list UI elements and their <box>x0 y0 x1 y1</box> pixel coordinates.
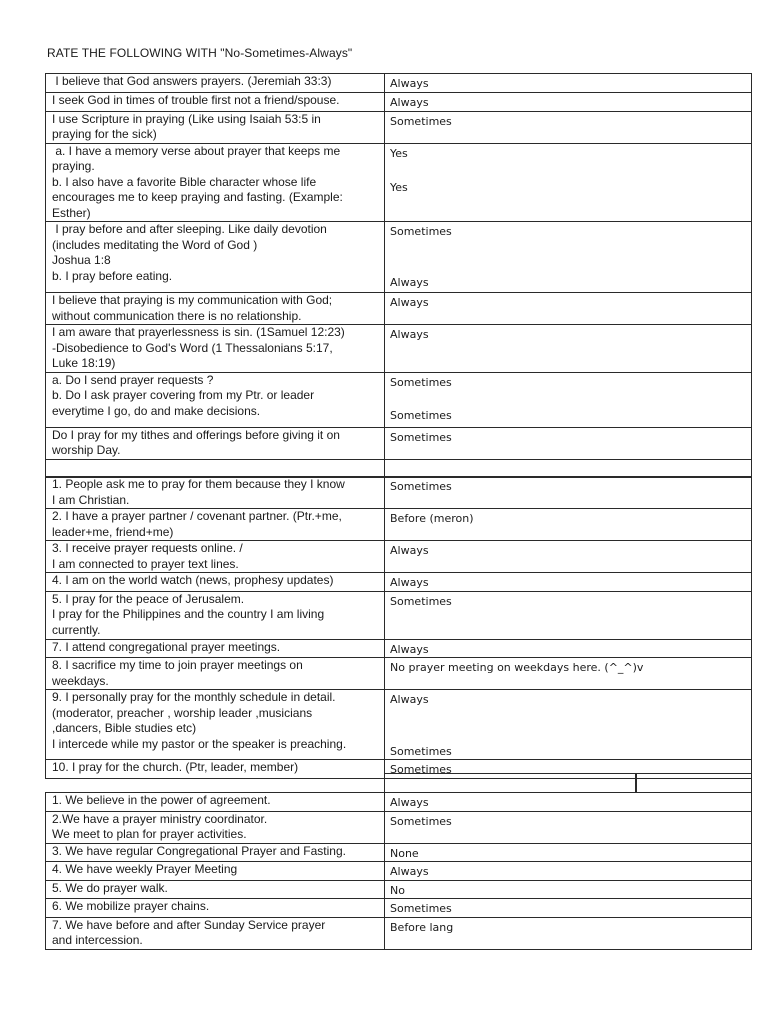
question-text: I am connected to prayer text lines. <box>52 556 239 571</box>
answer-cell <box>385 325 752 373</box>
question-cell <box>46 111 385 143</box>
question-cell <box>46 573 385 592</box>
answer-cell <box>385 793 752 812</box>
question-text: 2.We have a prayer ministry coordinator. <box>52 811 268 826</box>
question-text: -Disobedience to God's Word (1 Thessalonians 5:17, <box>52 340 333 355</box>
answer-text: No <box>390 883 405 897</box>
question-text: weekdays. <box>52 673 109 688</box>
answer-cell <box>385 459 752 477</box>
question-text: 8. I sacrifice my time to join prayer meetings on <box>52 658 303 672</box>
question-text: b. Do I ask prayer covering from my Ptr. or leader <box>52 388 315 402</box>
question-text: I believe that God answers prayers. (Jeremiah 33:3) <box>52 74 332 88</box>
table-row <box>46 74 752 93</box>
question-cell <box>46 811 385 843</box>
question-text: 10. I pray for the church. (Ptr, leader, member) <box>52 760 299 774</box>
table-row <box>46 573 752 592</box>
answer-text: Before (meron) <box>390 512 474 525</box>
question-text: I seek God in times of trouble first not a friend/spouse. <box>52 93 340 107</box>
table-row <box>46 658 752 690</box>
table-row <box>46 880 752 899</box>
table-row <box>46 509 752 541</box>
question-text: Do I pray for my tithes and offerings before giving it on <box>52 427 340 442</box>
answer-cell <box>385 93 752 112</box>
question-text: currently. <box>52 622 101 637</box>
table-row <box>46 427 752 459</box>
survey-table-church <box>45 792 752 950</box>
question-cell <box>46 293 385 325</box>
question-cell <box>46 541 385 573</box>
answer-text: Always <box>390 328 429 341</box>
question-cell <box>46 862 385 881</box>
answer-text: Always <box>390 693 429 706</box>
question-text: Luke 18:19) <box>52 356 116 370</box>
table-row <box>46 143 752 222</box>
question-cell <box>46 143 385 222</box>
spacer-cell <box>384 773 637 792</box>
question-text <box>52 460 380 476</box>
spacer-row <box>45 773 752 792</box>
answer-text: No prayer meeting on weekdays here. (^_^)v <box>390 661 644 674</box>
question-text: ,dancers, Bible studies etc) <box>52 721 197 735</box>
answer-cell <box>385 639 752 658</box>
question-text: everytime I go, do and make decisions. <box>52 403 261 418</box>
answer-text: Always <box>390 865 429 878</box>
answer-cell <box>385 74 752 93</box>
answer-cell <box>385 591 752 639</box>
question-text: Joshua 1:8 <box>52 253 111 267</box>
table-row <box>46 111 752 143</box>
table-row <box>46 639 752 658</box>
question-text: I believe that praying is my communication with God; <box>52 293 333 307</box>
answer-cell <box>385 880 752 899</box>
answer-text: Sometimes <box>390 480 452 493</box>
question-text: I am Christian. <box>52 492 130 507</box>
answer-text: Always <box>390 576 429 589</box>
question-text: 3. We have regular Congregational Prayer and Fasting. <box>52 843 346 858</box>
answer-cell <box>385 843 752 862</box>
answer-text: Sometimes <box>390 763 452 776</box>
answer-text: Sometimes <box>390 225 452 238</box>
question-cell <box>46 93 385 112</box>
question-text: 1. People ask me to pray for them because they I know <box>52 477 345 491</box>
question-cell <box>46 591 385 639</box>
answer-text: Always <box>390 77 429 90</box>
question-text: 1. We believe in the power of agreement. <box>52 793 271 807</box>
question-cell <box>46 74 385 93</box>
table-row <box>46 222 752 293</box>
answer-cell <box>385 690 752 760</box>
question-cell <box>46 690 385 760</box>
page-heading: RATE THE FOLLOWING WITH "No-Sometimes-Always" <box>47 46 353 60</box>
table-row <box>46 811 752 843</box>
question-cell <box>46 325 385 373</box>
answer-text: Always <box>390 544 429 557</box>
table-row <box>46 459 752 477</box>
question-text: leader+me, friend+me) <box>52 524 174 539</box>
question-text: and intercession. <box>52 933 143 947</box>
answer-text: Sometimes <box>390 409 452 422</box>
answer-cell <box>385 862 752 881</box>
table-row <box>46 862 752 881</box>
question-text: b. I also have a favorite Bible character whose life <box>52 174 317 189</box>
answer-text: Sometimes <box>390 375 452 389</box>
table-row <box>46 477 752 509</box>
answer-cell <box>385 541 752 573</box>
question-text: 4. We have weekly Prayer Meeting <box>52 862 238 876</box>
answer-text: Before lang <box>390 920 454 934</box>
question-text: I pray for the Philippines and the country I am living <box>52 607 325 621</box>
answer-cell <box>385 372 752 427</box>
answer-text: Sometimes <box>390 114 452 128</box>
question-cell <box>46 459 385 477</box>
answer-cell <box>385 811 752 843</box>
question-text: 2. I have a prayer partner / covenant partner. (Ptr.+me, <box>52 509 342 523</box>
question-cell <box>46 899 385 918</box>
question-text: 5. We do prayer walk. <box>52 880 168 895</box>
question-cell <box>46 509 385 541</box>
question-text: 7. We have before and after Sunday Service prayer <box>52 917 326 932</box>
question-text: 4. I am on the world watch (news, prophesy updates) <box>52 573 334 587</box>
spacer-cell <box>635 773 752 792</box>
table-row <box>46 690 752 760</box>
answer-text: Always <box>390 642 429 656</box>
answer-text: Sometimes <box>390 430 452 444</box>
question-cell <box>46 427 385 459</box>
question-text: 9. I personally pray for the monthly schedule in detail. <box>52 690 336 704</box>
question-text: worship Day. <box>52 443 121 457</box>
answer-text: Always <box>390 275 429 289</box>
answer-text: Always <box>390 796 429 809</box>
table-row <box>46 793 752 812</box>
table-row <box>46 843 752 862</box>
question-text: 6. We mobilize prayer chains. <box>52 899 210 913</box>
question-cell <box>46 477 385 509</box>
survey-table-personal <box>45 73 752 478</box>
answer-text: Yes <box>390 146 408 160</box>
answer-cell <box>385 293 752 325</box>
question-text: encourages me to keep praying and fasting. (Example: <box>52 190 343 204</box>
answer-cell <box>385 222 752 293</box>
answer-text: Sometimes <box>390 902 452 915</box>
question-text: praying for the sick) <box>52 127 157 141</box>
answer-text: Sometimes <box>390 814 452 828</box>
question-text: We meet to plan for prayer activities. <box>52 827 247 841</box>
answer-text: Always <box>390 296 429 309</box>
answer-cell <box>385 427 752 459</box>
question-cell <box>46 843 385 862</box>
question-cell <box>46 880 385 899</box>
question-text: 3. I receive prayer requests online. / <box>52 541 243 555</box>
question-cell <box>46 917 385 949</box>
question-cell <box>46 639 385 658</box>
question-text: 5. I pray for the peace of Jerusalem. <box>52 591 245 606</box>
question-cell <box>46 793 385 812</box>
answer-text: Yes <box>390 181 408 194</box>
question-text: (includes meditating the Word of God ) <box>52 237 258 252</box>
question-cell <box>46 222 385 293</box>
table-row <box>46 93 752 112</box>
question-text: a. Do I send prayer requests ? <box>52 372 214 387</box>
answer-cell <box>385 899 752 918</box>
question-text: Esther) <box>52 205 91 220</box>
question-text: without communication there is no relationship. <box>52 308 302 323</box>
table-row <box>46 591 752 639</box>
answer-cell <box>385 658 752 690</box>
table-row <box>46 325 752 373</box>
answer-text: Sometimes <box>390 744 452 758</box>
answer-cell <box>385 917 752 949</box>
table-row <box>46 372 752 427</box>
answer-text: Always <box>390 96 429 109</box>
question-cell <box>46 372 385 427</box>
question-text: (moderator, preacher , worship leader ,musicians <box>52 705 313 720</box>
answer-text: Sometimes <box>390 594 452 608</box>
table-row <box>46 917 752 949</box>
survey-table-intercession <box>45 476 752 779</box>
table-row <box>46 293 752 325</box>
question-text: I pray before and after sleeping. Like daily devotion <box>52 222 327 236</box>
answer-cell <box>385 509 752 541</box>
question-text: I use Scripture in praying (Like using Isaiah 53:5 in <box>52 111 321 126</box>
question-text: praying. <box>52 159 95 173</box>
question-text: I intercede while my pastor or the speaker is preaching. <box>52 736 347 751</box>
question-text: b. I pray before eating. <box>52 268 173 283</box>
answer-cell <box>385 111 752 143</box>
question-text: I am aware that prayerlessness is sin. (1Samuel 12:23) <box>52 325 345 339</box>
question-text: 7. I attend congregational prayer meetings. <box>52 639 281 654</box>
question-text: a. I have a memory verse about prayer that keeps me <box>52 143 341 158</box>
question-cell <box>46 658 385 690</box>
answer-cell <box>385 143 752 222</box>
table-row <box>46 541 752 573</box>
answer-text: None <box>390 846 419 860</box>
answer-cell <box>385 477 752 509</box>
answer-cell <box>385 573 752 592</box>
table-row <box>46 899 752 918</box>
